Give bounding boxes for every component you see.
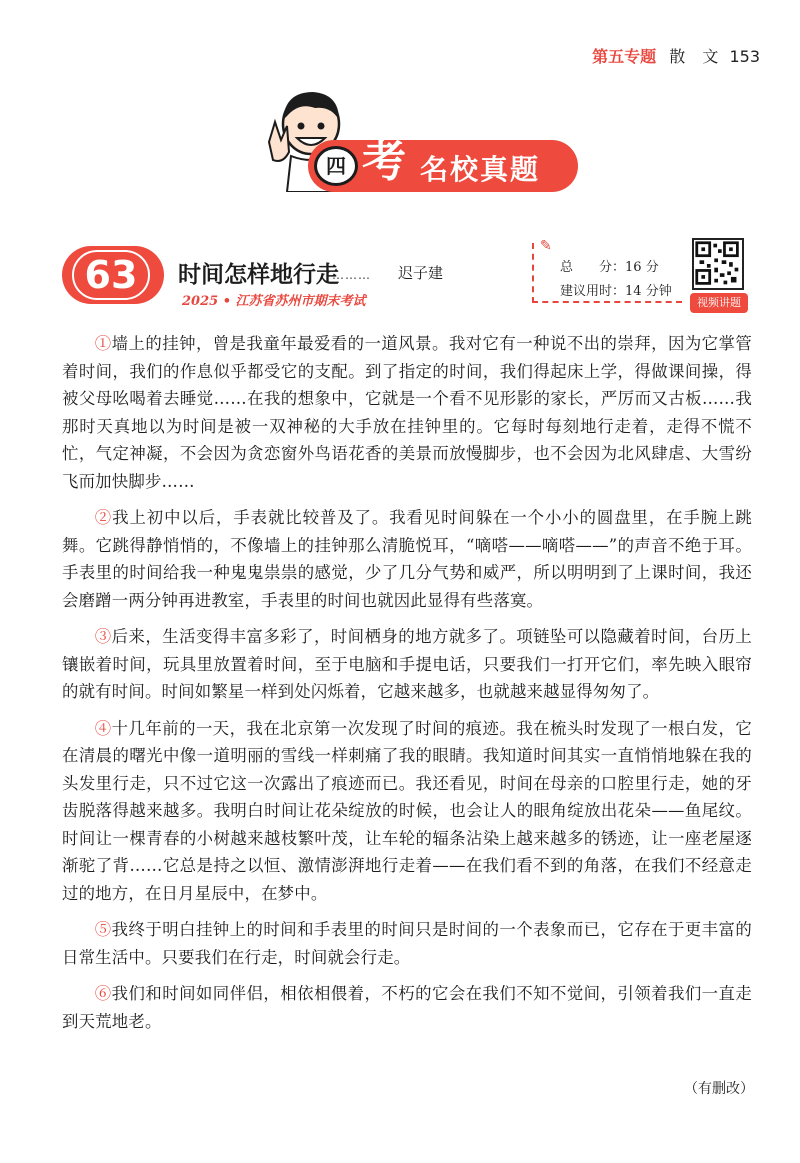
paragraph-number: ④ bbox=[94, 718, 112, 738]
edit-note: （有删改） bbox=[684, 1081, 754, 1097]
total-score-label: 总 分： bbox=[560, 260, 626, 275]
paragraph bbox=[62, 623, 752, 706]
total-score bbox=[560, 256, 659, 275]
banner-kao: 考 bbox=[362, 136, 406, 187]
paragraph-text: 我终于明白挂钟上的时间和手表里的时间只是时间的一个表象而已，它存在于更丰富的日常生活中。只要我们在行走，时间就会行走。 bbox=[62, 920, 752, 967]
paragraph bbox=[62, 330, 752, 495]
banner-title: 名校真题 bbox=[420, 153, 541, 186]
suggested-time bbox=[560, 280, 672, 299]
page-number: 153 bbox=[729, 47, 760, 66]
paragraph-text: 墙上的挂钟，曾是我童年最爱看的一道风景。我对它有一种说不出的崇拜，因为它掌管着时间，我们的作息似乎都受它的支配。到了指定的时间，我们得起床上学，得做课间操，得被父母吆喝着去睡觉……在我的想象中，它就是一个看不见形影的家长，严厉而又古板……我那时天真地以为时间是被一双神秘的大手放在挂钟里的。它每时每刻地行走着，走得不慌不忙，气定神凝，不会因为贪恋窗外鸟语花香的美景而放慢脚步，也不会因为北风肆虐、大雪纷飞而加快脚步…… bbox=[62, 334, 752, 491]
paragraph bbox=[62, 916, 752, 971]
paragraph-text: 十几年前的一天，我在北京第一次发现了时间的痕迹。我在梳头时发现了一根白发，它在清晨的曙光中像一道明丽的雪线一样刺痛了我的眼睛。我知道时间其实一直悄悄地躲在我的头发里行走，只不过它这一次露出了痕迹而已。我还看见，时间在母亲的口腔里行走，她的牙齿脱落得越来越多。我明白时间让花朵绽放的时候，也会让人的眼角绽放出花朵——鱼尾纹。时间让一棵青春的小树越来越枝繁叶茂，让车轮的辐条沾染上越来越多的锈迹，让一座老屋逐渐驼了背……它总是持之以恒、激情澎湃地行走着——在我们看不到的角落，在我们不经意走过的地方，在日月星辰中，在梦中。 bbox=[62, 718, 752, 903]
paragraph bbox=[62, 980, 752, 1035]
banner-number: 四 bbox=[314, 146, 358, 186]
article-number: 63 bbox=[72, 250, 150, 300]
section-label: 第五专题 bbox=[592, 47, 657, 66]
article-source: 2025 • 江苏省苏州市期末考试 bbox=[182, 294, 366, 309]
paragraph-text: 我们和时间如同伴侣，相依相偎着，不朽的它会在我们不知不觉间，引领着我们一直走到天荒地老。 bbox=[62, 984, 752, 1031]
article-author: 迟子建 bbox=[398, 264, 444, 282]
qr-code-icon[interactable] bbox=[692, 238, 744, 290]
page-header bbox=[592, 44, 760, 67]
suggested-time-value: 14 分钟 bbox=[625, 284, 672, 299]
paragraph-number: ⑤ bbox=[94, 920, 112, 939]
article-title: 时间怎样地行走 bbox=[178, 262, 339, 288]
paragraph-number: ③ bbox=[94, 627, 112, 646]
title-dots: ……… bbox=[332, 268, 371, 282]
paragraph-text: 后来，生活变得丰富多彩了，时间栖身的地方就多了。项链坠可以隐藏着时间，台历上镶嵌着时间，玩具里放置着时间，至于电脑和手提电话，只要我们一打开它们，率先映入眼帘的就有时间。时间如繁星一样到处闪烁着，它越来越多，也就越来越显得匆匆了。 bbox=[62, 627, 752, 701]
paragraph-number: ① bbox=[94, 334, 112, 353]
paragraph-number: ⑥ bbox=[94, 984, 112, 1003]
paragraph-text: 我上初中以后，手表就比较普及了。我看见时间躲在一个小小的圆盘里，在手腕上跳舞。它跳得静悄悄的，不像墙上的挂钟那么清脆悦耳，“嘀嗒——嘀嗒——”的声音不绝于耳。手表里的时间给我一种鬼鬼祟祟的感觉，少了几分气势和威严，所以明明到了上课时间，我还会磨蹭一两分钟再进教室，手表里的时间也就因此显得有些落寞。 bbox=[62, 508, 753, 610]
subject-label: 散 文 bbox=[669, 47, 725, 66]
pin-icon: ✎ bbox=[540, 238, 552, 254]
suggested-time-label: 建议用时： bbox=[560, 284, 626, 299]
article-body bbox=[62, 330, 752, 1044]
total-score-value: 16 分 bbox=[625, 260, 659, 275]
paragraph-number: ② bbox=[94, 508, 113, 527]
paragraph bbox=[62, 715, 752, 908]
video-lecture-button[interactable]: 视频讲题 bbox=[690, 293, 748, 313]
paragraph bbox=[62, 504, 752, 614]
